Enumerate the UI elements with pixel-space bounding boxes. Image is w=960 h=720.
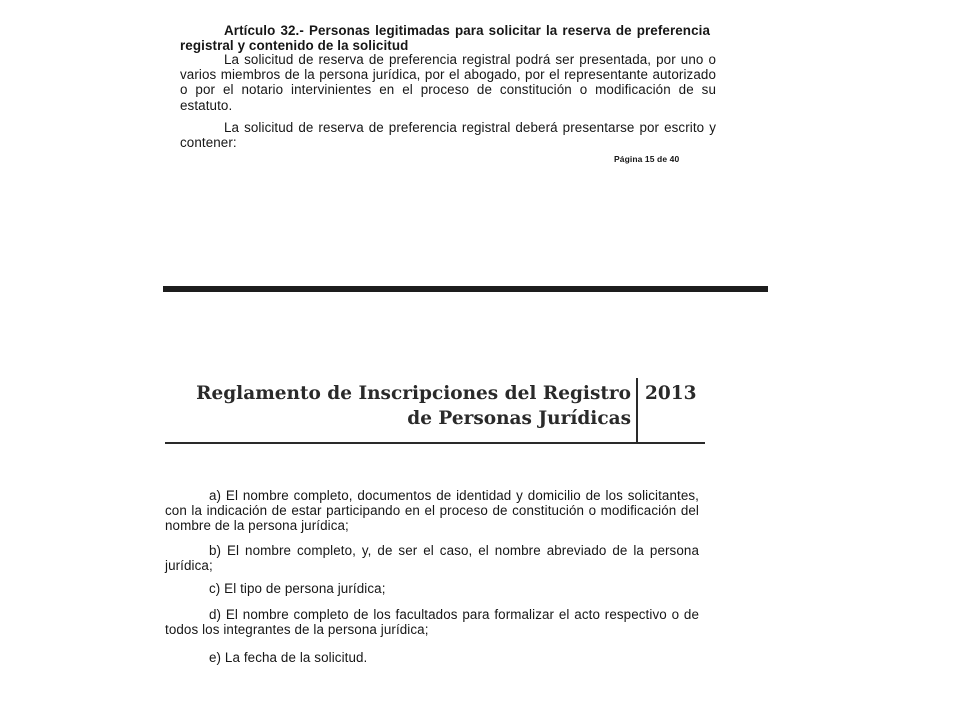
header-horizontal-rule <box>165 442 705 444</box>
article-heading: Artículo 32.- Personas legitimadas para solicitar la reserva de preferencia registral y contenido de la solicitud <box>180 23 710 54</box>
document-header-title: Reglamento de Inscripciones del Registro de Personas Jurídicas <box>196 383 631 429</box>
document-header-year: 2013 <box>645 383 697 404</box>
header-vertical-rule <box>636 378 638 444</box>
list-item: c) El tipo de persona jurídica; <box>209 581 386 596</box>
article-paragraph-1: La solicitud de reserva de preferencia registral podrá ser presentada, por uno o varios miembros de la persona jurídica, por el abogado, por el representante autorizado o por el notario intervinientes en el proceso de constitución o modificación de su estatuto. <box>180 52 716 113</box>
list-item: a) El nombre completo, documentos de identidad y domicilio de los solicitantes, con la indicación de estar participando en el proceso de constitución o modificación del nombre de la persona jurídica; <box>165 488 699 534</box>
article-paragraph-2: La solicitud de reserva de preferencia registral deberá presentarse por escrito y contener: <box>180 120 716 151</box>
list-item: d) El nombre completo de los facultados para formalizar el acto respectivo o de todos los integrantes de la persona jurídica; <box>165 607 699 638</box>
page-divider <box>163 286 768 292</box>
list-item: e) La fecha de la solicitud. <box>209 650 368 665</box>
list-item: b) El nombre completo, y, de ser el caso, el nombre abreviado de la persona jurídica; <box>165 543 699 574</box>
page-number: Página 15 de 40 <box>614 154 680 164</box>
